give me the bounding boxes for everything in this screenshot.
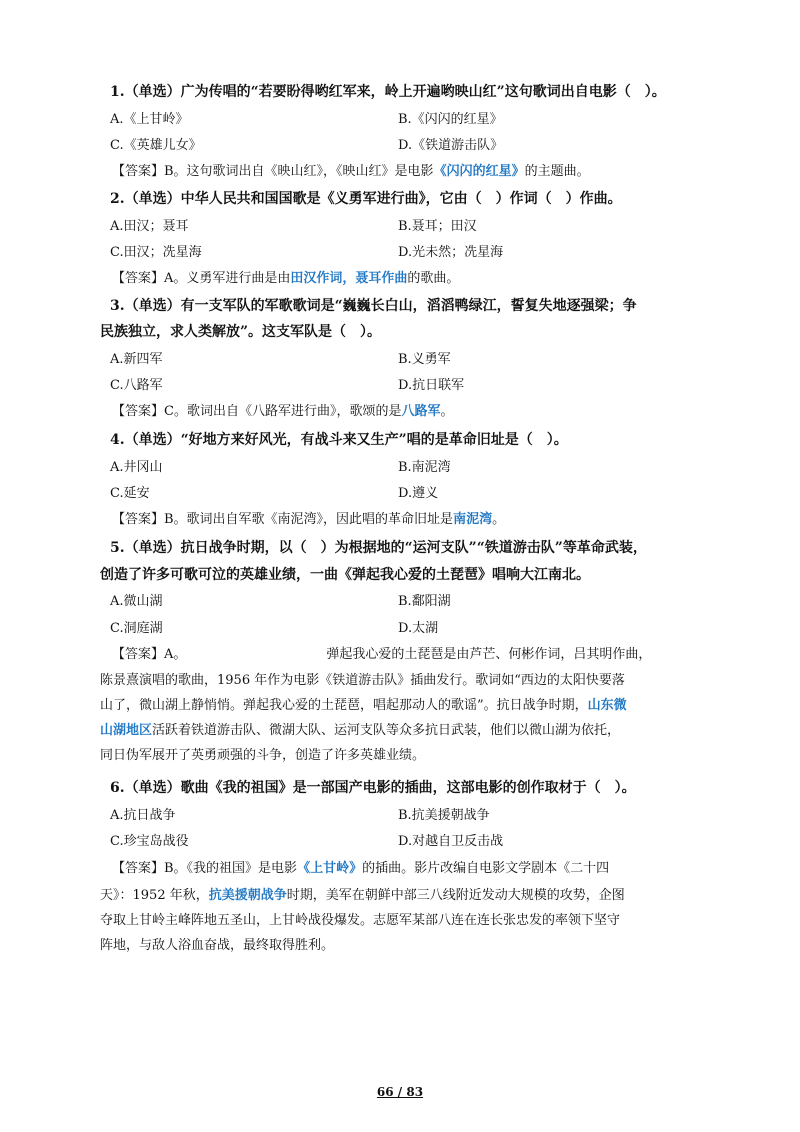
- question-5-option-a: A.微山湖: [110, 594, 163, 609]
- answer-text: 。: [440, 404, 454, 419]
- answer-highlight: 《闪闪的红星》: [433, 164, 525, 179]
- question-6-answer-line-4: 阵地，与敌人浴血奋战，最终取得胜利。: [100, 938, 335, 953]
- answer-text: 【答案】B。这句歌词出自《映山红》，《映山红》是电影: [112, 164, 434, 179]
- question-5-answer-line-2: 陈景熹演唱的歌曲，1956 年作为电影《铁道游击队》插曲发行。歌词如“西边的太阳快要落: [100, 673, 625, 688]
- question-3-answer: [112, 402, 742, 422]
- question-4-option-d: D.遵义: [398, 486, 439, 501]
- question-5-answer-line-1: [112, 645, 742, 665]
- question-6-answer-line-2: [100, 883, 740, 908]
- question-2-option-a: A.田汉；聂耳: [110, 219, 189, 234]
- question-1-answer: [112, 162, 742, 182]
- question-2-option-b: B.聂耳；田汉: [398, 219, 477, 234]
- question-5-answer-line-3: [100, 693, 740, 718]
- answer-highlight: 抗美援朝战争: [208, 888, 287, 903]
- question-6-option-b: B.抗美援朝战争: [398, 808, 490, 823]
- question-1-stem: 1.（单选）广为传唱的“若要盼得哟红军来，岭上开遍哟映山红”这句歌词出自电影（ ）。: [110, 84, 666, 100]
- answer-text: 天》：1952 年秋，: [100, 888, 209, 903]
- question-2-option-d: D.光未然；冼星海: [398, 245, 504, 260]
- question-4-stem: 4.（单选）“好地方来好风光，有战斗来又生产”唱的是革命旧址是（ ）。: [110, 432, 568, 448]
- question-1-option-b: B.《闪闪的红星》: [398, 112, 503, 127]
- answer-highlight: 《上甘岭》: [297, 861, 363, 876]
- answer-text: 时期，美军在朝鲜中部三八线附近发动大规模的攻势，企图: [286, 888, 625, 903]
- answer-text: 【答案】C。歌词出自《八路军进行曲》，歌颂的是: [112, 404, 402, 419]
- question-3-option-a: A.新四军: [110, 352, 163, 367]
- question-3-stem-line-2: 民族独立，求人类解放”。这支军队是（ ）。: [100, 324, 382, 340]
- answer-text: 的歌曲。: [407, 271, 460, 286]
- question-3-stem-line-1: 3.（单选）有一支军队的军歌歌词是“巍巍长白山，滔滔鸭绿江，誓复失地逐强梁；争: [110, 298, 637, 314]
- question-5-answer-line-4: [100, 718, 740, 743]
- answer-text: 山了，微山湖上静悄悄。弹起我心爱的土琵琶，唱起那动人的歌谣”。抗日战争时期，: [100, 698, 588, 713]
- question-1-option-c: C.《英雄儿女》: [110, 138, 202, 153]
- question-6-option-a: A.抗日战争: [110, 808, 176, 823]
- question-5-stem-line-1: 5.（单选）抗日战争时期，以（ ）为根据地的“运河支队”“铁道游击队”等革命武装，: [110, 540, 647, 556]
- question-6-answer-line-3: 夺取上甘岭主峰阵地五圣山，上甘岭战役爆发。志愿军某部八连在连长张忠发的率领下坚守: [100, 913, 621, 928]
- question-2-answer: [112, 269, 742, 289]
- question-4-option-b: B.南泥湾: [398, 460, 451, 475]
- answer-highlight: 山东微: [587, 698, 627, 713]
- answer-text: 的插曲。影片改编自电影文学剧本《二十四: [362, 861, 610, 876]
- answer-text: 【答案】B。《我的祖国》是电影: [112, 861, 298, 876]
- question-5-option-d: D.太湖: [398, 621, 439, 636]
- question-6-option-c: C.珍宝岛战役: [110, 834, 189, 849]
- question-2-option-c: C.田汉；冼星海: [110, 245, 202, 260]
- question-4-option-a: A.井冈山: [110, 460, 163, 475]
- question-5-answer-line-5: 同日伪军展开了英勇顽强的斗争，创造了许多英雄业绩。: [100, 748, 426, 763]
- answer-highlight: 田汉作词，聂耳作曲: [290, 271, 408, 286]
- question-4-answer: [112, 510, 742, 530]
- answer-text: 弹起我心爱的土琵琶是由芦芒、何彬作词，吕其明作曲，: [326, 647, 652, 662]
- answer-text: 活跃着铁道游击队、微湖大队、运河支队等众多抗日武装，他们以微山湖为依托，: [152, 723, 621, 738]
- answer-text: 【答案】B。歌词出自军歌《南泥湾》，因此唱的革命旧址是: [112, 512, 454, 527]
- question-3-option-d: D.抗日联军: [398, 378, 465, 393]
- question-6-answer-line-1: [112, 859, 742, 879]
- page-number: 66 / 83: [376, 1085, 424, 1099]
- question-5-option-c: C.洞庭湖: [110, 621, 163, 636]
- question-2-stem: 2.（单选）中华人民共和国国歌是《义勇军进行曲》，它由（ ）作词（ ）作曲。: [110, 191, 622, 207]
- answer-text: 【答案】A。义勇军进行曲是由: [112, 271, 291, 286]
- answer-highlight: 山湖地区: [100, 723, 153, 738]
- answer-text: 的主题曲。: [524, 164, 590, 179]
- answer-highlight: 八路军: [401, 404, 441, 419]
- answer-highlight: 南泥湾: [453, 512, 493, 527]
- question-1-option-d: D.《铁道游击队》: [398, 138, 504, 153]
- question-5-stem-line-2: 创造了许多可歌可泣的英雄业绩，一曲《弹起我心爱的土琵琶》唱响大江南北。: [100, 567, 590, 583]
- question-4-option-c: C.延安: [110, 486, 150, 501]
- answer-text: 【答案】A。: [112, 647, 187, 662]
- question-1-option-a: A.《上甘岭》: [110, 112, 189, 127]
- question-5-option-b: B.鄱阳湖: [398, 594, 451, 609]
- question-3-option-c: C.八路军: [110, 378, 163, 393]
- question-6-option-d: D.对越自卫反击战: [398, 834, 504, 849]
- question-6-stem: 6.（单选）歌曲《我的祖国》是一部国产电影的插曲，这部电影的创作取材于（ ）。: [110, 780, 636, 796]
- question-3-option-b: B.义勇军: [398, 352, 451, 367]
- answer-text: 。: [492, 512, 506, 527]
